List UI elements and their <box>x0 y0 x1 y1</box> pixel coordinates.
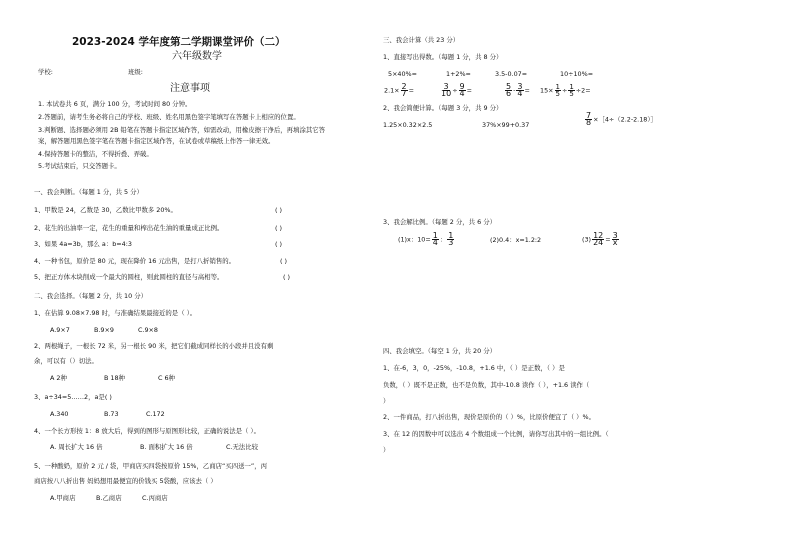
choice-q3-opt-b[interactable]: B.73 <box>104 410 119 418</box>
section1-heading: 一、我会判断。（每题 1 分，共 5 分） <box>34 188 143 196</box>
notice-5: 4.保持答题卡的整洁，不得折叠、弄破。 <box>38 150 153 158</box>
simplify-calc-1: 1.25×0.32×2.5 <box>383 121 433 129</box>
notice-2: 2.答题前，请考生务必将自己的学校、班级、姓名用黑色签字笔填写在答题卡上相应的位置。 <box>38 113 300 121</box>
section2-heading: 二、我会选择。（每题 2 分，共 10 分） <box>34 292 147 300</box>
choice-q5-line1: 5、一种酸奶，原价 2 元 / 袋，甲商店买四袋按原价 15%，乙商店“买四送一”，丙 <box>34 462 267 470</box>
notice-1: 1. 本试卷共 6 页，满分 100 分，考试时间 80 分钟。 <box>38 100 192 108</box>
judge-item-5: 5、把正方体木块削成一个最大的圆柱，则此圆柱的直径与高相等。 <box>34 273 224 281</box>
choice-q1: 1、在估算 9.08×7.98 时，与准确结果最接近的是（ ）。 <box>34 309 197 317</box>
choice-q1-opt-b[interactable]: B.9×9 <box>94 326 114 334</box>
oral-calc-4: 10÷10%= <box>560 70 594 78</box>
calc-part2-heading: 2、我会简便计算。（每题 3 分，共 9 分） <box>383 104 503 112</box>
fill-q1-line1: 1、在-6，3，0，-25%，-10.8，+1.6 中，（ ）是正数，（ ）是 <box>383 364 565 372</box>
fill-q1-line3: ） <box>383 397 390 405</box>
proportion-3: (3) $\frac{12}{24}$ = $\frac{3}{x}$ <box>582 231 618 247</box>
choice-q4-opt-b[interactable]: B. 面积扩大 16 倍 <box>140 443 193 451</box>
oral-calc-8: 15× $\frac{1}{5}$ ÷ $\frac{1}{5}$ ÷2= <box>540 83 591 98</box>
calc-part3-heading: 3、我会解比例。（每题 2 分，共 6 分） <box>383 218 496 226</box>
section3-heading: 三、我会计算（共 23 分） <box>383 36 460 44</box>
oral-calc-6: $\frac{3}{10}$ ÷ $\frac{9}{4}$ = <box>441 82 472 98</box>
judge-item-2: 2、花生的出油率一定，花生的重量和榨出花生油的重量成正比例。 <box>34 224 224 232</box>
fill-q3-end: ） <box>383 446 390 454</box>
simplify-calc-3: $\frac{7}{8}$ ×［4÷（2.2-2.18）］ <box>586 111 657 127</box>
choice-q1-opt-c[interactable]: C.9×8 <box>138 326 158 334</box>
choice-q3-opt-a[interactable]: A.340 <box>50 410 69 418</box>
judge-item-3: 3、如果 4a=3b，那么 a：b=4:3 <box>34 240 132 248</box>
choice-q5-line2: 商店按八八折出售 妈妈想用最便宜的价钱买 5袋酸，应该去（ ） <box>34 477 217 485</box>
choice-q5-opt-a[interactable]: A.甲商店 <box>50 494 76 502</box>
oral-calc-1: 5×40%= <box>388 70 417 78</box>
judge-answer-3[interactable]: ( ) <box>275 240 283 248</box>
oral-calc-5: 2.1× $\frac{2}{7}$ = <box>384 82 414 98</box>
judge-item-1: 1、甲数是 24，乙数是 30，乙数比甲数多 20%。 <box>34 206 177 214</box>
oral-calc-2: 1+2%= <box>446 70 471 78</box>
choice-q2-opt-a[interactable]: A 2种 <box>50 374 67 382</box>
choice-q2-line1: 2、两根绳子，一根长 72 米，另一根长 90 米，把它们截成同样长的小段并且没有剩 <box>34 342 274 350</box>
section4-heading: 四、我会填空。（每空 1 分，共 20 分） <box>383 347 496 355</box>
choice-q4-opt-a[interactable]: A. 周长扩大 16 倍 <box>50 443 103 451</box>
choice-q2-opt-b[interactable]: B 18种 <box>104 374 125 382</box>
judge-answer-1[interactable]: ( ) <box>275 206 283 214</box>
calc-part1-heading: 1、直接写出得数。（每题 1 分，共 8 分） <box>383 53 503 61</box>
fill-q2: 2、一件商品，打八折出售，现价是原价的（ ）%，比原价便宜了（ ）%。 <box>383 413 595 421</box>
notice-4: 案，解答题用黑色签字笔在答题卡指定区域作答，在试卷或草稿纸上作答一律无效。 <box>38 137 275 145</box>
exam-subject: 六年级数学 <box>172 51 222 62</box>
judge-item-4: 4、一种书包，原价是 80 元，现在降价 16 元出售，是打八折销售的。 <box>34 257 236 265</box>
choice-q5-opt-b[interactable]: B.乙商店 <box>96 494 122 502</box>
notice-heading: 注意事项 <box>170 83 210 94</box>
choice-q5-opt-c[interactable]: C.丙商店 <box>142 494 168 502</box>
notice-6: 5.考试结束后，只交答题卡。 <box>38 162 121 170</box>
simplify-calc-2: 37%×99+0.37 <box>482 121 530 129</box>
fill-q1-line2: 负数，（ ）既不是正数，也不是负数，其中-10.8 读作（ ），+1.6 读作（ <box>383 381 590 389</box>
judge-answer-2[interactable]: ( ) <box>275 224 283 232</box>
choice-q3-opt-c[interactable]: C.172 <box>146 410 165 418</box>
choice-q4: 4、一个长方形按 1：8 放大后，得到的图形与原图形比较，正确的说法是（ ）。 <box>34 427 260 435</box>
choice-q2-opt-c[interactable]: C 6种 <box>158 374 175 382</box>
judge-answer-5[interactable]: ( ) <box>283 273 291 281</box>
oral-calc-7: $\frac{5}{6}$ - $\frac{3}{4}$ = <box>506 82 530 98</box>
fill-q3: 3、在 12 的因数中可以选出 4 个数组成一个比例，请你写出其中的一组比例。（ <box>383 430 609 438</box>
choice-q2-line2: 余，可以有（）切法。 <box>34 357 98 365</box>
class-label: 班级: <box>128 68 143 76</box>
oral-calc-3: 3.5-0.07= <box>495 70 528 78</box>
school-label: 学校: <box>38 68 53 76</box>
choice-q4-opt-c[interactable]: C.无法比较 <box>226 443 259 451</box>
exam-title: 2023-2024 学年度第二学期课堂评价（二） <box>72 36 286 48</box>
judge-answer-4[interactable]: ( ) <box>280 257 288 265</box>
proportion-2: (2)0.4：x=1.2:2 <box>490 236 542 244</box>
notice-3: 3.判断题、选择题必须用 2B 铅笔在答题卡指定区域作答，如需改动，用橡皮擦干净后，再填涂其它答 <box>38 126 326 134</box>
choice-q1-opt-a[interactable]: A.9×7 <box>50 326 70 334</box>
proportion-1: (1)x：10= $\frac{1}{4}$ ： $\frac{1}{3}$ <box>398 231 454 247</box>
choice-q3: 3、a÷34=5……2，a是( ) <box>34 393 112 401</box>
